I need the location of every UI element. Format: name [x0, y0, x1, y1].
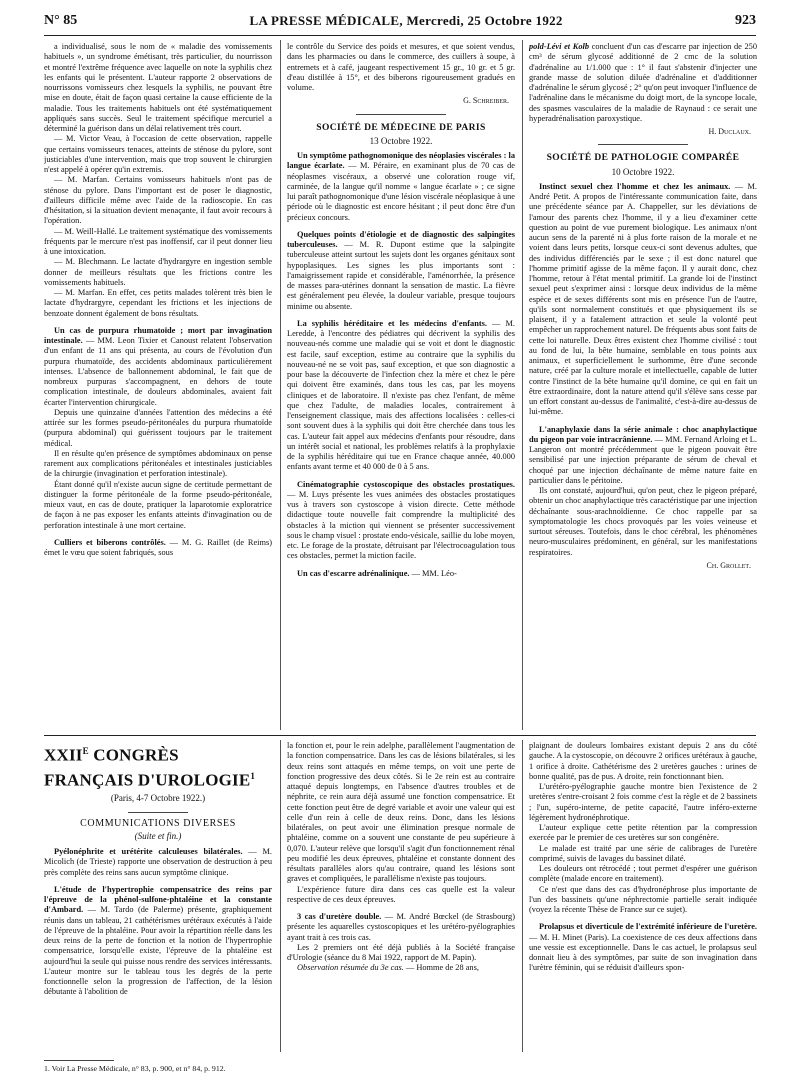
article-text: — M. Luys présente les vues animées des obstacles prostatiques vus à travers son cystoscope à vision directe. Cette méthode didactique toute nouvelle fait comprendre la multiplicité des obstacles à la miction qui viennent se présenter successivement sous le champ visuel : prostate endo-vésicale, saillie du lobe moyen, etc. Le forage de la prostate, détruisant par l'électrocoagulation tous ces obstacles, permet la miction facile.	[287, 489, 515, 561]
article-title: Un symptôme pathognomonique des néoplasies viscérales : la langue écarlate.	[287, 151, 515, 171]
section-divider	[128, 812, 188, 813]
signature: Ch. Grollet.	[706, 560, 751, 570]
section-divider	[356, 114, 446, 115]
congres-column-2	[287, 741, 515, 1053]
congres-title-number: XXII	[44, 745, 83, 765]
paragraph: — M. Blechmann. Le lactate d'hydrargyre en ingestion semble donner de meilleurs résultats que les frictions contre les vomissements habituels.	[44, 257, 272, 287]
communications-heading: COMMUNICATIONS DIVERSES	[80, 817, 236, 829]
column-2	[287, 42, 515, 730]
column-divider	[280, 40, 281, 730]
section-divider	[598, 144, 688, 145]
article-text: — M. G. Raillet (de Reims) émet le vœu que soient fabriqués, sous	[44, 537, 272, 557]
issue-number: N° 85	[44, 13, 78, 28]
article-title: L'anaphylaxie dans la série animale : choc anaphylactique du pigeon par voie intracrânienne.	[529, 424, 757, 444]
congres-title-text: CONGRÈS FRANÇAIS D'UROLOGIE	[44, 745, 251, 790]
article	[287, 912, 515, 943]
article-title: 3 cas d'uretère double.	[297, 912, 382, 921]
column-3	[529, 42, 757, 730]
paragraph: Depuis une quinzaine d'années l'attention des médecins a été attirée sur les formes pseudo-péritonéales du purpura rhumatoïde (purpura abdominal) qui guérissent toujours par le traitement médical.	[44, 407, 272, 448]
footnote-text: 1. Voir La Presse Médicale, n° 83, p. 900, et n° 84, p. 912.	[44, 1064, 226, 1073]
article-text: — MM. Leon Tixier et Canoust relatent l'observation d'un enfant de 11 ans qui présenta, au cours de l'évolution d'un purpura rhumatoïde, des accidents abdominaux particulièrement intenses. L'absence de ballonnement abdominal, le fait que de nombreux purpuras s'accompagnent, en dehors de toute complication intestinale, de douleurs abdominales, avaient fait écarter l'intervention chirurgicale.	[44, 336, 272, 407]
article-title: Prolapsus et diverticule de l'extrémité inférieure de l'uretère.	[539, 922, 757, 932]
article-title: Instinct sexuel chez l'homme et chez les animaux.	[539, 181, 731, 191]
article-title: Quelques points d'étiologie et de diagnostic des salpingites tuberculeuses.	[287, 229, 515, 249]
article	[287, 480, 515, 562]
congres-column-1	[44, 741, 272, 1051]
column-divider	[280, 740, 281, 1052]
section-date: 13 Octobre 1922.	[369, 135, 433, 146]
article-title: Cinématographie cystoscopique des obstacles prostatiques.	[297, 479, 515, 489]
header-rule	[44, 35, 756, 36]
article-title: La syphilis héréditaire et les médecins d'enfants.	[297, 318, 487, 328]
article	[287, 319, 515, 473]
paragraph: Les 2 premiers ont été déjà publiés à la Société française d'Urologie (séance du 8 Mai 1922, rapport de M. Papin).	[287, 942, 515, 962]
article	[44, 847, 272, 878]
article-title: Un cas de purpura rhumatoïde ; mort par invagination intestinale.	[44, 325, 272, 345]
article	[529, 922, 757, 973]
paragraph: Ils ont constaté, aujourd'hui, qu'on peut, chez le pigeon préparé, obtenir un choc anaphylactique très caractéristique par une injection déchaînante sous-arachnoïdienne. Ce choc rappelle par sa symptomatologie les chocs provoqués par les voies veineuse et surtout séreuses. Toutefois, dans le choc cérébral, les phénomènes neuro-musculaires prédominent, en général, sur les manifestations respiratoires.	[529, 486, 757, 557]
article	[529, 182, 757, 418]
column-1	[44, 42, 272, 730]
signature: H. Duclaux.	[708, 127, 751, 136]
article-text: — M. Micolich (de Trieste) rapporte une observation de destruction à peu près complète des reins sans aucun symptôme clinique.	[44, 847, 272, 877]
congres-title-superscript: E	[82, 746, 89, 756]
article-title: Pyélonéphrite et urétérite calculeuses bilatérales.	[54, 847, 243, 857]
article-title: L'étude de l'hypertrophie compensatrice des reins par l'épreuve de la phénol-sulfone-phtaléine et la constante d'Ambard.	[44, 884, 272, 915]
article-text: — M. Leredde, à l'encontre des pédiatres qui décrivent la syphilis des nouveau-nés comme une maladie qui se voit et dont le diagnostic est facile, sauf exception, estime au contraire que la syphilis du nouveau-né ne se voit pas, sauf exception, et que son diagnostic a pour base la découverte de l'infection chez la mère et chez le père qui doivent être examinés, dans tous les cas, par les moyens cliniques et de laboratoire. Il n'existe pas chez l'enfant, de même que chez l'adulte, de maladies locales, contrairement à l'enseignement classique, mais des affections localisées : celles-ci sont souvent dues à la syphilis qui doit être cherchée dans tous les cas. L'auteur fait appel aux médecins d'enfants pour résoudre, dans un intérêt social et national, les problèmes relatifs à la prophylaxie de la syphilis héréditaire qui tue en France chaque année, 40.000 enfants avant terme et 40 000 de 0 à 5 ans.	[287, 318, 515, 472]
paragraph: la fonction et, pour le rein adelphe, parallèlement l'augmentation de la fonction compensatrice. Dans les cas de lésions bilatérales, si les deux reins sont attaqués en même temps, on voit une perte de fonction progressive des deux côtés. Si le 2e rein est au contraire attaqué depuis longtemps, en l'absence d'autres troubles et de néphrite, ce rein aura déjà assumé une fonction compensatrice. Et cette fonction peut être de degré variable et avoir une valeur qui est celle d'un rein à celle de deux reins. Donc, dans les lésions bilatérales, on peut avoir une élimination presque normale de phtaléine, comme on a souvent une constante de peu supérieure à 0,070. L'auteur relève que lorsqu'il s'agit d'un fonctionnement rénal peu modifié les deux épreuves, phtaléine et constante donnent des résultats parallèles alors qu'au contraire, quand les lésions sont graves et compliquées, le parallélisme n'existe pas toujours.	[287, 741, 515, 884]
article	[287, 569, 515, 579]
footnote	[44, 1060, 274, 1073]
paragraph: L'expérience future dira dans ces cas quelle est la valeur respective de ces deux épreuves.	[287, 884, 515, 904]
article-text: concluent d'un cas d'escarre par injection de 250 cm³ de sérum glycosé additionné de 2 cmc de la solution d'adrénaline au 1/1.000 que : 1° il faut s'abstenir d'injecter une grande masse de solution diluée d'adrénaline et d'additionner d'adrénaline le sérum glycosé ; 2° qu'on peut invoquer l'influence de l'adrénaline dans le mécanisme du doigt mort, de la syncope locale, des spasmes vasculaires de la maladie de Raynaud : ce serait une hyperadrénalisation paroxystique.	[529, 42, 757, 123]
paragraph: Étant donné qu'il n'existe aucun signe de certitude permettant de distinguer la forme péritonéale de la forme pseudo-péritonéale, mieux vaut, en cas de doute, pratiquer la laparotomie exploratrice de façon à ne pas exposer les enfants atteints d'invagination ou de perforation intestinale à une mort certaine.	[44, 479, 272, 530]
paragraph: L'urétéro-pyélographie gauche montre bien l'existence de 2 uretères s'entre-croisant 2 fois comme c'est la règle et de 2 bassinets ; l'un, supéro-interne, de petite capacité, l'autre inféro-externe légèrement hydronéphrotique.	[529, 782, 757, 822]
article-text: — M. R. Dupont estime que la salpingite tuberculeuse atteint surtout les sujets dont les organes génitaux sont hypoplasiques. Les signes les plus importants sont : l'amaigrissement rapide et considérable, l'aménorrhée, la présence de masses para-utérines donnant la sensation de mastic. La fièvre est généralement peu élevée, la douleur variable, presque toujours minime ou absente.	[287, 240, 515, 311]
article-text: — MM. Léo-	[409, 568, 457, 578]
footnote-marker: 1	[250, 770, 256, 781]
article	[287, 151, 515, 223]
observation-title: Observation résumée du 3e cas.	[297, 963, 404, 973]
congres-subtitle: (Paris, 4-7 Octobre 1922.)	[110, 793, 206, 804]
article-purpura	[44, 326, 272, 408]
article	[529, 42, 757, 124]
congres-column-3	[529, 741, 757, 1071]
article-text: — M. Péraire, en examinant plus de 70 cas de néoplasmes viscéraux, a observé une coloration rouge vif, carminée, de la langue qu'il nomme « langue écarlate » ; ce signe lui paraît pathognomonique d'une lésion viscérale néoplasique à une période où le diagnostic est encore hésitant ; il peut donc être d'un précieux concours.	[287, 161, 515, 222]
paragraph: Il en résulte qu'en présence de symptômes abdominaux on pense rarement aux complications péritonéales et intestinales justiciables de la chirurgie (invagination et perforation intestinale).	[44, 448, 272, 479]
article-title: Culliers et biberons contrôlés.	[54, 537, 166, 547]
paragraph: le contrôle du Service des poids et mesures, et que soient vendus, dans les pharmacies ou dans le commerce, des cuillers à soupe, à entremets et à café, jaugeant respectivement 15 gr., 10 gr. et 5 gr. d'eau distillée à 15°, et des biberons rigoureusement gradués en volume.	[287, 42, 515, 92]
paragraph: — M. Victor Veau, à l'occasion de cette observation, rappelle que certains vomisseurs tenaces, atteints de sténose du pylore, sont justiciables d'une intervention, mais que trop souvent le chirurgien n'est appelé à opérer qu'in extremis.	[44, 134, 272, 174]
footnote-rule	[44, 1060, 114, 1061]
article-text: — M. André Bœckel (de Strasbourg) présente les aquarelles cystoscopiques et les urétéro-pyélographies ayant trait à ces trois cas.	[287, 912, 515, 942]
section-rule	[44, 735, 756, 736]
paragraph: — M. Weill-Hallé. Le traitement systématique des vomissements fréquents par le mercure n'est pas inoffensif, car il peut donner lieu à une intoxication.	[44, 226, 272, 256]
congres-title	[44, 741, 272, 790]
suite-label: (Suite et fin.)	[134, 830, 182, 841]
paragraph: a individualisé, sous le nom de « maladie des vomissements habituels », un syndrome émétisant, très particulier, du nourrisson et montré l'extrême fréquence avec laquelle on note la syphilis chez les enfants qui le présentent. L'auteur rapporte 2 observations de nourrissons vomisseurs chez lesquels la syphilis, ne pouvant être mise en doute, était de façon quasi certaine la cause efficiente de la maladie. Tous les traitements habituels ont été systématiquement appliqués sans succès. Seul le traitement spécifique mercuriel a déterminé la guérison dans un délai relativement très court.	[44, 42, 272, 133]
article	[287, 230, 515, 312]
article	[44, 885, 272, 998]
article-title: Un cas d'escarre adrénalinique.	[297, 568, 410, 578]
article	[529, 425, 757, 487]
column-divider	[522, 40, 523, 730]
paragraph: L'auteur explique cette petite rétention par la compression exercée par le premier de ces uretères sur son congénère.	[529, 823, 757, 843]
paragraph: — M. Marfan. En effet, ces petits malades tolèrent très bien le lactate d'hydrargyre, cependant les frictions et les injections de benzoate donnent également de bons résultats.	[44, 288, 272, 318]
paragraph: Ce n'est que dans des cas d'hydronéphrose plus importante de l'un des bassinets qu'une néphrectomie partielle serait indiquée (voyez la récente Thèse de France sur ce sujet).	[529, 884, 757, 914]
page-number: 923	[735, 13, 756, 28]
article-text: — M. H. Minet (Paris). La coexistence de ces deux affections dans une vessie est exceptionnelle. Dans le cas actuel, le prolapsus seul donnait lieu à des symptômes, par suite de son invagination dans l'urètre féminin, qui se réduisit d'ailleurs spon-	[529, 932, 757, 973]
paragraph: Le malade est traité par une série de calibrages de l'uretère comprimé, suivis de lavages du bassinet dilaté.	[529, 843, 757, 863]
column-divider	[522, 740, 523, 1052]
section-date: 10 Octobre 1922.	[611, 166, 675, 177]
article-culliers	[44, 538, 272, 559]
section-title: SOCIÉTÉ DE MÉDECINE DE PARIS	[316, 122, 486, 133]
article-text: — M. Tardo (de Palerme) présente, graphiquement réunis dans un tableau, 21 cathétérismes urétéraux exécutés à l'aide de l'épreuve de la phtaléine. Pour avoir la répartition réelle dans les deux reins de la perte de fonction et la notion de l'hypertrophie compensatrice, lorsqu'elle existe, l'épreuve de la phtaléine est aujourd'hui la seule qui puisse nous rendre des services intéressants. L'auteur montre sur le tableau tous les degrés de la perte fonctionnelle selon la progression de l'affection, de la lésion débutante à l'abolition de	[44, 905, 272, 997]
section-title: SOCIÉTÉ DE PATHOLOGIE COMPARÉE	[546, 153, 740, 164]
article-title: pold-Lévi et Kolb	[529, 42, 590, 51]
page-header	[44, 10, 756, 32]
observation-text: — Homme de 28 ans,	[403, 963, 479, 973]
paragraph: plaignant de douleurs lombaires existant depuis 2 ans du côté gauche. A la cystoscopie, on découvre 2 orifices urétéraux à gauche, 1 orifice à droite. Cathétérisme des 2 uretères gauches : urines de bonne qualité, pas de pus. A droite, rein fonctionnant bien.	[529, 741, 757, 781]
article-text: — M. André Petit. A propos de l'intéressante communication faite, dans une précédente séance par A. Chappeller, sur les déviations de l'amour des parents chez l'homme, il y a lieu d'examiner cette question au point de vue purement biologique. Les animaux n'ont aucun sens de la parenté ni à plus forte raison de la morale et ne voient dans leurs petits, lorsque ceux-ci sont devenus adultes, que des individus différenciés par le sexe ; il est donc naturel que l'homme primitif agisse de la même façon. Il y aurait donc, chez l'homme, retour à l'état mental primitif. La grande loi de l'instinct sexuel peut s'exprimer ainsi : lorsque deux individus de la même espèce et de sexes différents sont mis en présence l'un de l'autre, qu'ils sont normalement constitués et que physiquement ils se plaisent, il y a fatalement attraction et seule la volonté peut empêcher un rapprochement naturel. De fréquents abus sont faits de cette loi naturelle. Deux êtres existent chez l'homme civilisé : tout au fond de lui, la bête humaine, semblable en tous points aux animaux, et superficiellement le surhomme, être d'une seconde nature, créé par la culture morale et intellectuelle, capable de lutter contre l'instinct de la bête humaine qu'il domine, ce qui en fait un être extraordinaire, dont la nature attend qu'il s'élève sans cesse par un effort constant au-dessus de l'animalité, c'est-à-dire au-dessus de lui-même.	[529, 181, 757, 417]
journal-title: LA PRESSE MÉDICALE, Mercredi, 25 Octobre 1922	[249, 13, 563, 28]
article-text: — MM. Fernand Arloing et L. Langeron ont montré précédemment que le pigeon pouvait être sensibilisé par une injection préparante de sérum de cheval et choqué par une injection déchaînante de même nature faite en particulier dans le péritoine.	[529, 434, 757, 485]
signature: G. Schreiber.	[463, 96, 509, 106]
observation	[287, 963, 515, 973]
paragraph: — M. Marfan. Certains vomisseurs habituels n'ont pas de sténose du pylore. Dans l'important est de poser le diagnostic, d'ailleurs difficile même avec l'aide de la radioscopie. En cas d'hésitation, si la situation devient menaçante, il faut avoir recours à l'opération.	[44, 175, 272, 226]
paragraph: Les douleurs ont rétrocédé ; tout permet d'espérer une guérison complète (malade encore en traitement).	[529, 864, 757, 884]
